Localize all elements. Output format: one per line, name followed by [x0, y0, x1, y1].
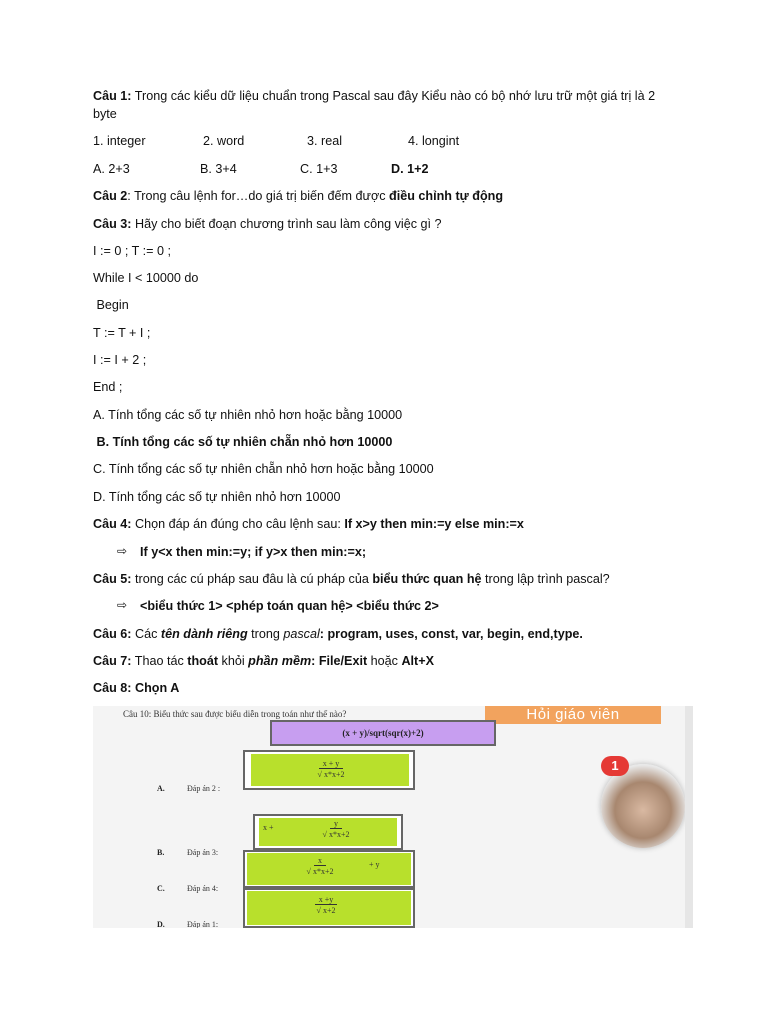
- code-line-6: End ;: [93, 380, 123, 394]
- question-7-label: Câu 7:: [93, 654, 132, 668]
- q1-item-4: 4. longint: [408, 134, 460, 148]
- answer-d-letter: D.: [157, 920, 165, 928]
- question-4: [93, 516, 524, 532]
- q1-choice-c: C. 1+3: [300, 162, 338, 176]
- q1-choice-b: B. 3+4: [200, 162, 237, 176]
- q1-item-1: 1. integer: [93, 134, 146, 148]
- question-5-text: trong các cú pháp sau đâu là cú pháp của: [131, 572, 373, 586]
- q5-answer: <biểu thức 1> <phép toán quan hệ> <biểu thức 2>: [140, 599, 439, 613]
- answer-b-label: Đáp án 3:: [187, 848, 219, 857]
- question-7-bold-italic: phần mềm: [248, 654, 312, 668]
- question-3: [93, 216, 442, 232]
- question-7-text-mid: khỏi: [218, 654, 249, 668]
- answer-a-label: Đáp án 2 :: [187, 784, 221, 793]
- arrow-icon: ⇨: [117, 544, 128, 558]
- question-4-bold: If x>y then min:=y else min:=x: [344, 517, 524, 531]
- question-5-text-end: trong lập trình pascal?: [481, 572, 610, 586]
- q1-choice-d: D. 1+2: [391, 162, 429, 176]
- q3-answer-d: D. Tính tổng các số tự nhiên nhỏ hơn 10000: [93, 490, 341, 504]
- answer-a-numerator: x + y: [319, 759, 344, 769]
- q3-answer-b: B. Tính tổng các số tự nhiên chẵn nhỏ hơn 10000: [93, 435, 393, 449]
- question-7-bold-end: : File/Exit: [311, 654, 368, 668]
- question-1: [93, 88, 655, 104]
- question-7-bold-1: thoát: [187, 654, 219, 668]
- sqrt-icon: √: [306, 867, 311, 876]
- code-line-5: I := I + 2 ;: [93, 353, 147, 367]
- question-6-italic: pascal: [283, 627, 320, 641]
- question-6: [93, 626, 583, 642]
- question-6-bold-end: : program, uses, const, var, begin, end,type.: [319, 627, 583, 641]
- question-1-label: Câu 1:: [93, 89, 132, 103]
- sqrt-icon: √: [316, 906, 321, 915]
- question-8: Câu 8: Chọn A: [93, 681, 180, 695]
- answer-c-label: Đáp án 4:: [187, 884, 219, 893]
- arrow-icon: ⇨: [117, 598, 128, 612]
- answer-c-letter: C.: [157, 884, 165, 893]
- embedded-screenshot: [93, 706, 693, 928]
- q1-item-3: 3. real: [307, 134, 343, 148]
- question-4-label: Câu 4:: [93, 517, 132, 531]
- question-7: [93, 653, 434, 669]
- answer-a-denominator: x*x+2: [323, 770, 345, 779]
- answer-a-letter: A.: [157, 784, 165, 793]
- answer-a-fraction: [281, 759, 381, 779]
- answer-b-letter: B.: [157, 848, 165, 857]
- question-3-label: Câu 3:: [93, 217, 132, 231]
- question-1-text: Trong các kiểu dữ liệu chuẩn trong Pascal sau đây Kiểu nào có bộ nhớ lưu trữ một giá trị là 2: [131, 89, 656, 103]
- answer-b-fraction: [291, 819, 381, 839]
- question-6-label: Câu 6:: [93, 627, 132, 641]
- expression-box: (x + y)/sqrt(sqr(x)+2): [270, 720, 496, 746]
- answer-c-suffix: + y: [369, 860, 380, 869]
- answer-d-fraction: [281, 895, 371, 915]
- code-line-1: I := 0 ; T := 0 ;: [93, 244, 171, 258]
- answer-c-fraction: [275, 856, 365, 876]
- code-line-3: Begin: [93, 298, 129, 312]
- question-6-text-mid: trong: [247, 627, 284, 641]
- answer-c-numerator: x: [314, 856, 326, 866]
- question-1-text-cont: byte: [93, 107, 117, 121]
- q1-item-2: 2. word: [203, 134, 245, 148]
- code-line-4: T := T + I ;: [93, 326, 151, 340]
- avatar[interactable]: [601, 764, 685, 848]
- question-2-label: Câu 2: [93, 189, 128, 203]
- answer-b-denominator: x*x+2: [328, 830, 350, 839]
- question-5-label: Câu 5:: [93, 572, 132, 586]
- question-6-bold-italic: tên dành riêng: [160, 627, 248, 641]
- question-4-text: Chọn đáp án đúng cho câu lệnh sau:: [131, 517, 345, 531]
- question-3-text: Hãy cho biết đoạn chương trình sau làm công việc gì ?: [131, 217, 442, 231]
- notification-badge: 1: [601, 756, 629, 776]
- q3-answer-c: C. Tính tổng các số tự nhiên chẵn nhỏ hơn hoặc bằng 10000: [93, 462, 434, 476]
- answer-b-numerator: y: [330, 819, 342, 829]
- q1-choice-a: A. 2+3: [93, 162, 130, 176]
- right-edge-strip: [685, 706, 693, 928]
- question-6-text: Các: [131, 627, 161, 641]
- question-2-bold: điều chỉnh tự động: [389, 189, 504, 203]
- screenshot-question: Câu 10: Biểu thức sau được biểu diễn trong toán như thế nào?: [123, 709, 347, 719]
- answer-b-prefix: x +: [263, 823, 274, 832]
- question-7-text: Thao tác: [131, 654, 188, 668]
- question-2-text: : Trong câu lệnh for…do giá trị biến đếm được: [127, 189, 389, 203]
- sqrt-icon: √: [317, 770, 322, 779]
- answer-d-denominator: x+2: [322, 906, 336, 915]
- question-5-bold: biểu thức quan hệ: [372, 572, 482, 586]
- question-7-text-end: hoặc: [367, 654, 402, 668]
- question-7-bold-last: Alt+X: [401, 654, 434, 668]
- code-line-2: While I < 10000 do: [93, 271, 199, 285]
- ask-teacher-banner: Hỏi giáo viên: [485, 706, 661, 724]
- question-5: [93, 571, 610, 587]
- sqrt-icon: √: [322, 830, 327, 839]
- q4-answer: If y<x then min:=y; if y>x then min:=x;: [140, 545, 367, 559]
- answer-d-label: Đáp án 1:: [187, 920, 219, 928]
- answer-c-denominator: x*x+2: [312, 867, 334, 876]
- answer-d-numerator: x +y: [315, 895, 338, 905]
- question-2: [93, 188, 503, 204]
- q3-answer-a: A. Tính tổng các số tự nhiên nhỏ hơn hoặc bằng 10000: [93, 408, 403, 422]
